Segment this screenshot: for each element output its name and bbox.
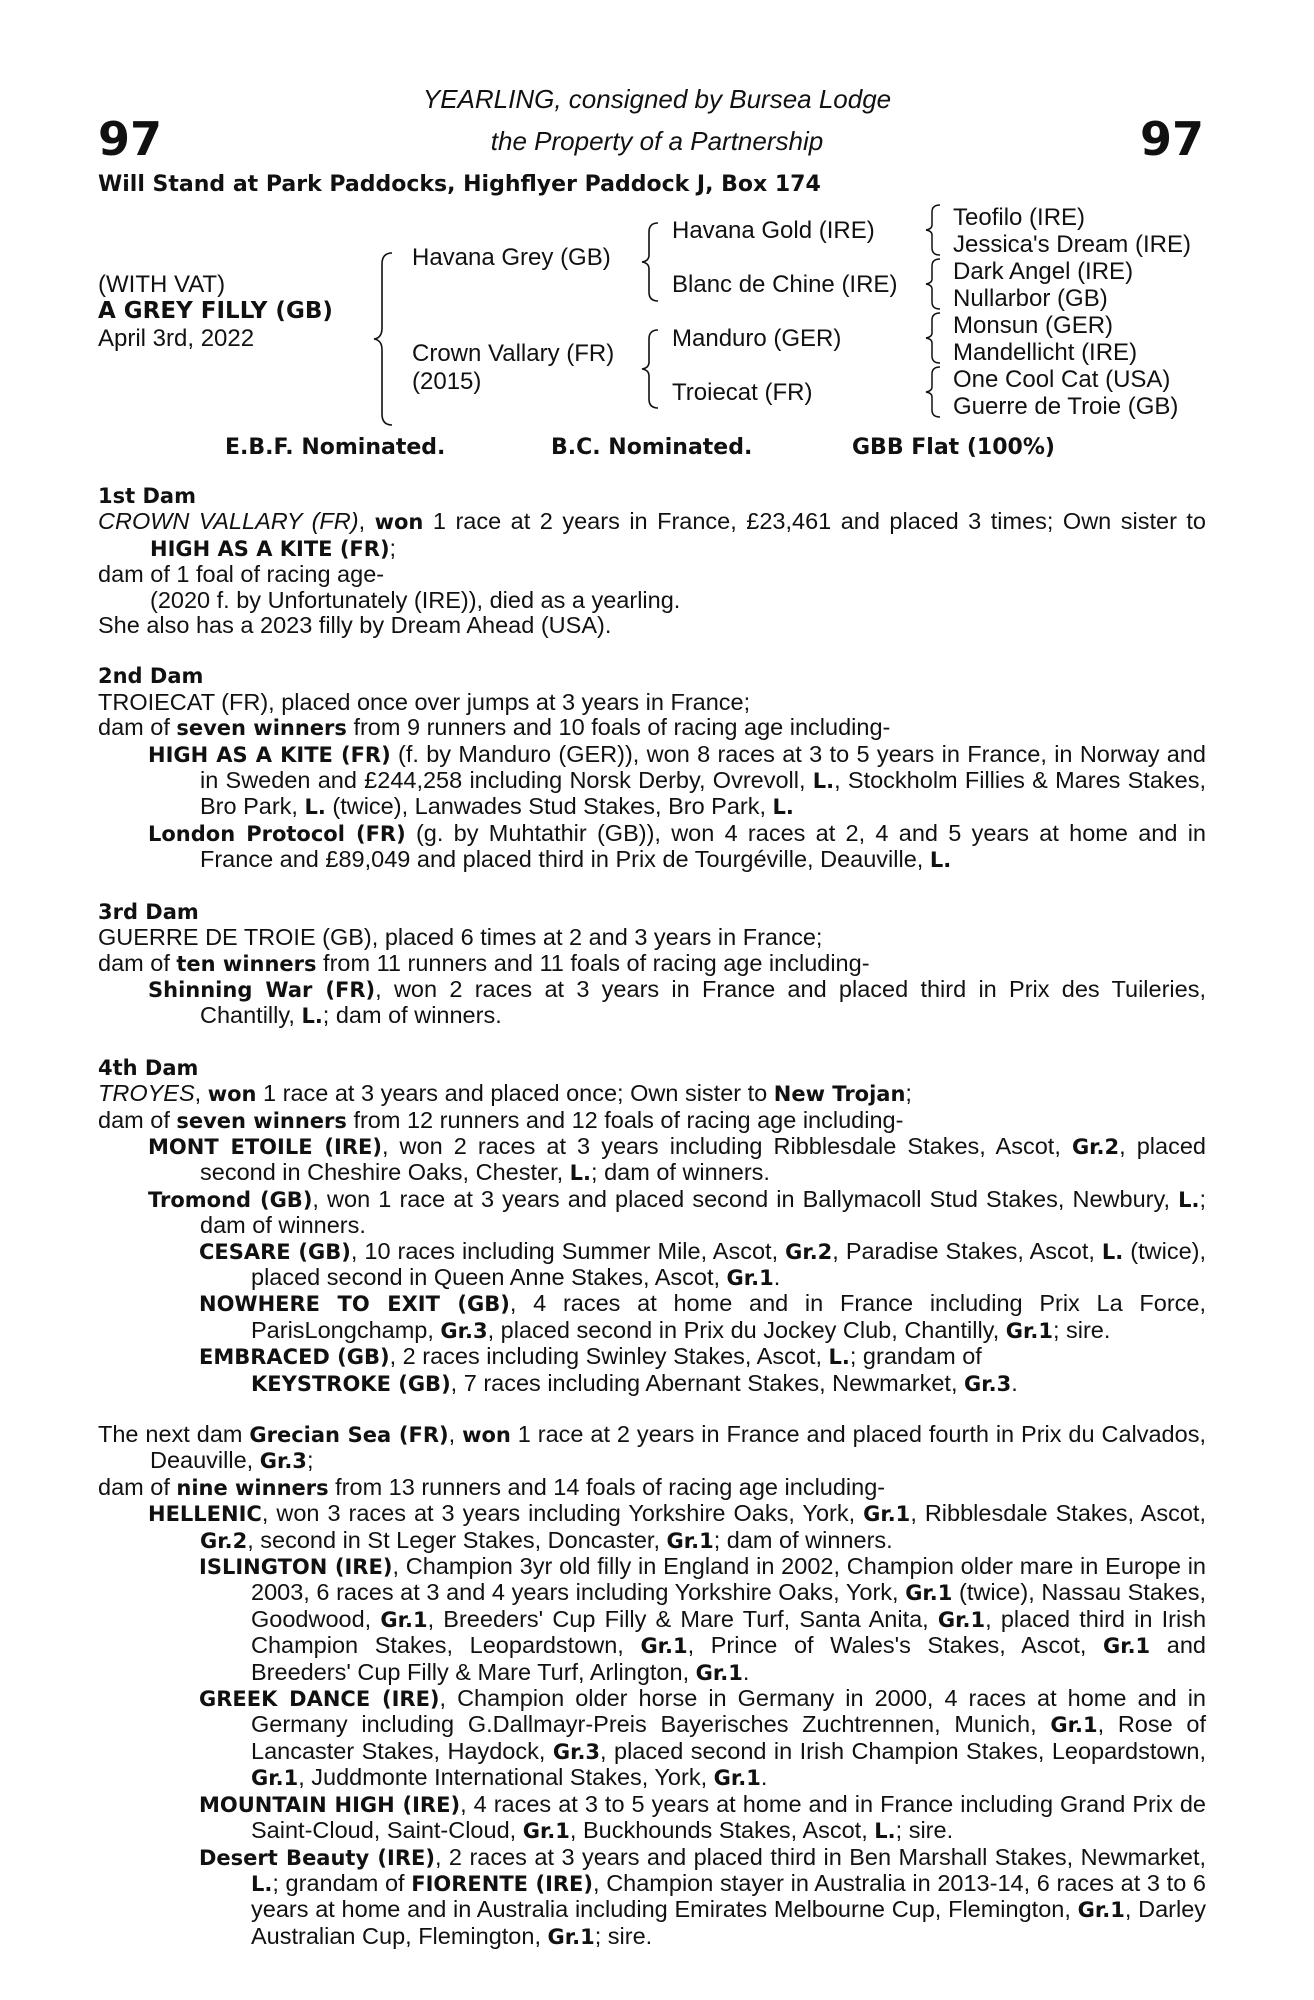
progeny-entry: MONT ETOILE (IRE), won 2 races at 3 years including Ribblesdale Stakes, Ascot, Gr.2, placed second in Cheshire Oaks, Chester, L.; dam of winners. — [148, 1132, 1206, 1186]
dam-of-line: dam of 1 foal of racing age- — [98, 561, 385, 588]
dam-sire: Manduro (GER) — [672, 325, 842, 352]
progeny-entry: London Protocol (FR) (g. by Muhtathir (GB)), won 4 races at 2, 4 and 5 years at home and in France and £89,049 and placed third in Prix de Tourgéville, Deauville, L. — [148, 819, 1206, 873]
stand-location: Will Stand at Park Paddocks, Highflyer Paddock J, Box 174 — [98, 172, 821, 197]
sire: Havana Grey (GB) — [412, 244, 611, 271]
section-heading: 2nd Dam — [98, 664, 204, 689]
progeny-entry: CESARE (GB), 10 races including Summer Mile, Ascot, Gr.2, Paradise Stakes, Ascot, L. (twice), placed second in Queen Anne Stakes, Ascot, Gr.1. — [199, 1237, 1206, 1290]
foal-record: (2020 f. by Unfortunately (IRE)), died as a yearling. — [150, 586, 681, 613]
sire-dam-dam: Nullarbor (GB) — [953, 285, 1108, 312]
pedigree-brace-3a — [924, 204, 944, 256]
progeny-entry: Desert Beauty (IRE), 2 races at 3 years and placed third in Ben Marshall Stakes, Newmarket, L.; grandam of FIORENTE (IRE), Champion stayer in Australia in 2013-14, 6 races at 3 to 6 years at home and in Australia including Emirates Melbourne Cup, Flemington, Gr.1, Darley Australian Cup, Flemington, Gr.1; sire. — [199, 1843, 1207, 1949]
pedigree-brace-3c — [924, 312, 944, 364]
progeny-entry: Shinning War (FR), won 2 races at 3 years in France and placed third in Prix des Tuileries, Chantilly, L.; dam of winners. — [148, 975, 1206, 1029]
dam-record: The next dam Grecian Sea (FR), won 1 race at 2 years in France and placed fourth in Prix du Calvados, Deauville, Gr.3; — [98, 1421, 1206, 1474]
dam-sire-dam: Mandellicht (IRE) — [953, 339, 1138, 366]
ebf-nomination: E.B.F. Nominated. — [225, 435, 446, 460]
progeny-entry: MOUNTAIN HIGH (IRE), 4 races at 3 to 5 years at home and in France including Grand Prix de Saint-Cloud, Saint-Cloud, Gr.1, Buckhounds Stakes, Ascot, L.; sire. — [199, 1790, 1207, 1844]
dam-record: TROIECAT (FR), placed once over jumps at 3 years in France; — [98, 688, 751, 715]
pedigree-brace-2b — [640, 329, 662, 409]
pedigree-brace-3b — [924, 258, 944, 310]
consignor-line: YEARLING, consigned by Bursea Lodge — [422, 84, 892, 114]
section-heading: 4th Dam — [98, 1055, 199, 1080]
sire-sire-dam: Jessica's Dream (IRE) — [953, 231, 1191, 258]
progeny-entry: ISLINGTON (IRE), Champion 3yr old filly in England in 2002, Champion older mare in Europe in 2003, 6 races at 3 and 4 years including Yorkshire Oaks, York, Gr.1 (twice), Nassau Stakes, Goodwood, Gr.1, Breeders' Cup Filly & Mare Turf, Santa Anita, Gr.1, placed third in Irish Champion Stakes, Leopardstown, Gr.1, Prince of Wales's Stakes, Ascot, Gr.1 and Breeders' Cup Filly & Mare Turf, Arlington, Gr.1. — [199, 1553, 1207, 1685]
progeny-entry: Tromond (GB), won 1 race at 3 years and placed second in Ballymacoll Stud Stakes, Newbury, L.; dam of winners. — [148, 1185, 1206, 1239]
bc-nomination: B.C. Nominated. — [551, 435, 753, 460]
progeny-entry: GREEK DANCE (IRE), Champion older horse in Germany in 2000, 4 races at home and in Germany including G.Dallmayr-Preis Bayerisches Zuchtrennen, Munich, Gr.1, Rose of Lancaster Stakes, Haydock, Gr.3, placed second in Irish Champion Stakes, Leopardstown, Gr.1, Juddmonte International Stakes, York, Gr.1. — [199, 1685, 1207, 1791]
gbb-flat: GBB Flat (100%) — [852, 435, 1055, 460]
progeny-entry: HELLENIC, won 3 races at 3 years including Yorkshire Oaks, York, Gr.1, Ribblesdale Stakes, Ascot, Gr.2, second in St Leger Stakes, Doncaster, Gr.1; dam of winners. — [148, 1500, 1206, 1553]
progeny-entry: EMBRACED (GB), 2 races including Swinley Stakes, Ascot, L.; grandam of KEYSTROKE (GB), 7 races including Abernant Stakes, Newmarket, Gr.3. — [199, 1343, 1018, 1396]
sire-dam-sire: Dark Angel (IRE) — [953, 258, 1134, 285]
dam-year: (2015) — [412, 368, 482, 395]
sire-dam: Blanc de Chine (IRE) — [672, 271, 898, 298]
dam-dam: Troiecat (FR) — [672, 379, 813, 406]
dam-record: TROYES, won 1 race at 3 years and placed once; Own sister to New Trojan; — [98, 1080, 912, 1107]
section-heading: 3rd Dam — [98, 899, 199, 924]
dam-record: CROWN VALLARY (FR), won 1 race at 2 years in France, £23,461 and placed 3 times; Own sister to HIGH AS A KITE (FR); — [98, 508, 1206, 561]
pedigree-brace-2a — [640, 222, 662, 302]
produce-record — [98, 483, 1206, 1950]
progeny-entry: HIGH AS A KITE (FR) (f. by Manduro (GER)), won 8 races at 3 to 5 years in France, in Norway and in Sweden and £244,258 including Norsk Derby, Ovrevoll, L., Stockholm Fillies & Mares Stakes, Bro Park, L. (twice), Lanwades Stud Stakes, Bro Park, L. — [148, 740, 1207, 820]
dam-of-line: dam of nine winners from 13 runners and 14 foals of racing age including- — [98, 1473, 886, 1500]
dam-dam-dam: Guerre de Troie (GB) — [953, 393, 1179, 420]
dam-dam-sire: One Cool Cat (USA) — [953, 366, 1171, 393]
dam-record: GUERRE DE TROIE (GB), placed 6 times at 2 and 3 years in France; — [98, 924, 823, 951]
pedigree-brace-1 — [372, 252, 396, 426]
sire-sire-sire: Teofilo (IRE) — [953, 204, 1086, 231]
property-line: the Property of a Partnership — [490, 126, 824, 156]
dam-sire-sire: Monsun (GER) — [953, 312, 1114, 339]
pedigree-brace-3d — [924, 366, 944, 418]
dam-of-line: dam of ten winners from 11 runners and 11 foals of racing age including- — [98, 949, 870, 976]
dam: Crown Vallary (FR) — [412, 340, 615, 367]
lot-number-right: 97 — [1139, 112, 1204, 166]
sire-sire: Havana Gold (IRE) — [672, 217, 875, 244]
dam-note: She also has a 2023 filly by Dream Ahead (USA). — [98, 612, 612, 639]
dam-of-line: dam of seven winners from 12 runners and 12 foals of racing age including- — [98, 1106, 904, 1133]
vat-note: (WITH VAT) — [98, 271, 226, 298]
foaling-date: April 3rd, 2022 — [98, 325, 255, 352]
subject-horse: A GREY FILLY (GB) — [98, 298, 333, 324]
section-heading: 1st Dam — [98, 484, 196, 508]
dam-of-line: dam of seven winners from 9 runners and 10 foals of racing age including- — [98, 714, 891, 741]
lot-number-left: 97 — [98, 112, 163, 166]
progeny-entry: NOWHERE TO EXIT (GB), 4 races at home and in France including Prix La Force, ParisLongchamp, Gr.3, placed second in Prix du Jockey Club, Chantilly, Gr.1; sire. — [199, 1290, 1207, 1343]
